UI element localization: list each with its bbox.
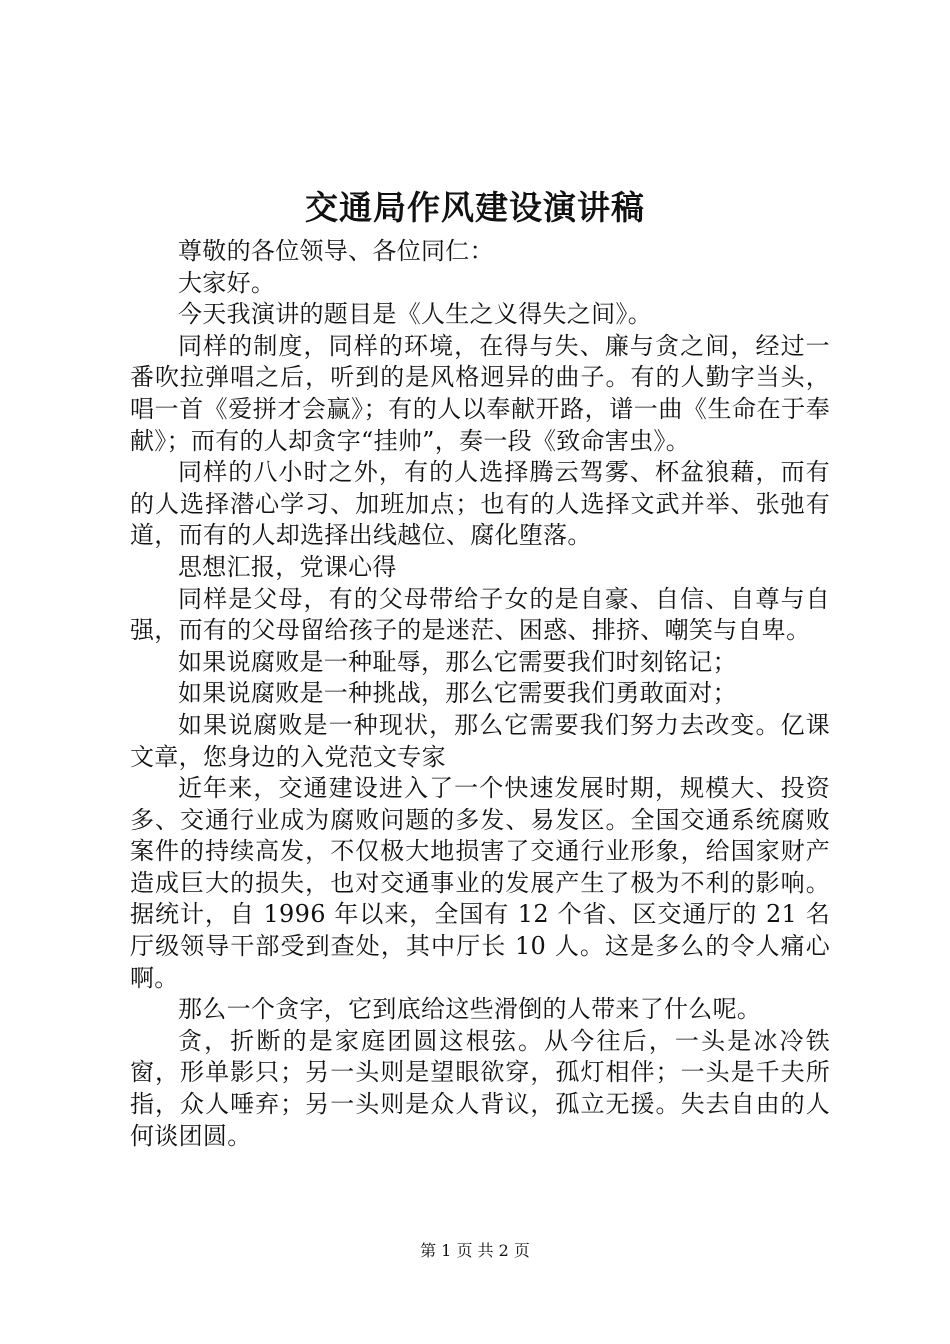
paragraph-inserted-note: 思想汇报，党课心得	[178, 552, 397, 581]
document-body	[130, 236, 830, 1152]
paragraph-hello: 大家好。	[178, 268, 276, 297]
paragraph-shame: 如果说腐败是一种耻辱，那么它需要我们时刻铭记；	[178, 647, 737, 676]
document-title: 交通局作风建设演讲稿	[305, 188, 645, 227]
paragraph-eight-hours: 同样的八小时之外，有的人选择腾云驾雾、杯盆狼藉，而有的人选择潜心学习、加班加点；也有的人选择文武并举、张弛有道，而有的人却选择出线越位、腐化堕落。	[130, 458, 830, 550]
page-footer: 第 1 页 共 2 页	[420, 1241, 530, 1260]
paragraph-recent-years: 近年来，交通建设进入了一个快速发展时期，规模大、投资多、交通行业成为腐败问题的多发、易发区。全国交通系统腐败案件的持续高发，不仅极大地损害了交通行业形象，给国家财产造成巨大的损失，也对交通事业的发展产生了极为不利的影响。据统计，自 1996 年以来，全国有 12 个省、区交通厅的 21 名厅级领导干部受到查处，其中厅长 10 人。这是多么的令人痛心啊。	[130, 774, 830, 992]
paragraph-topic: 今天我演讲的题目是《人生之义得失之间》。	[178, 300, 652, 329]
paragraph-challenge: 如果说腐败是一种挑战，那么它需要我们勇敢面对；	[178, 679, 737, 708]
paragraph-same-system: 同样的制度，同样的环境，在得与失、廉与贪之间，经过一番吹拉弹唱之后，听到的是风格迥异的曲子。有的人勤字当头，唱一首《爱拼才会赢》；有的人以奉献开路，谱一曲《生命在于奉献》；而有的人却贪字“挂帅”，奏一段《致命害虫》。	[130, 331, 830, 455]
paragraph-greeting: 尊敬的各位领导、各位同仁：	[178, 237, 494, 265]
paragraph-greed-question: 那么一个贪字，它到底给这些滑倒的人带来了什么呢。	[178, 995, 762, 1024]
paragraph-family: 贪，折断的是家庭团圆这根弦。从今往后，一头是冰冷铁窗，形单影只；另一头则是望眼欲穿，孤灯相伴；一头是千夫所指，众人唾弃；另一头则是众人背议，孤立无援。失去自由的人何谈团圆。	[130, 1026, 830, 1150]
paragraph-status: 如果说腐败是一种现状，那么它需要我们努力去改变。亿课文章，您身边的入党范文专家	[130, 710, 830, 771]
paragraph-parents: 同样是父母，有的父母带给子女的是自豪、自信、自尊与自强，而有的父母留给孩子的是迷茫、困惑、排挤、嘲笑与自卑。	[130, 584, 830, 645]
